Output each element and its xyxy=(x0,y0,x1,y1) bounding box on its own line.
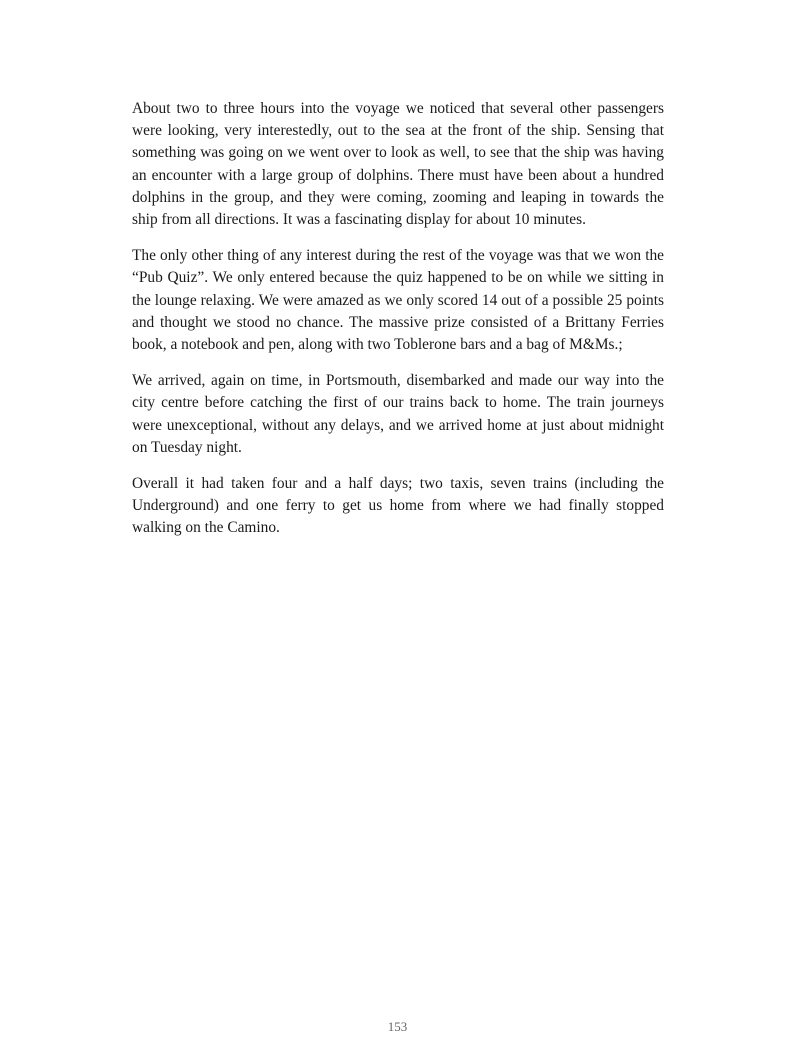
paragraph-summary: Overall it had taken four and a half days; two taxis, seven trains (including the Underground) and one ferry to get us home from where we had finally stopped walking on the Camino. xyxy=(132,475,664,537)
paragraph-arrival: We arrived, again on time, in Portsmouth, disembarked and made our way into the city centre before catching the first of our trains back to home. The train journeys were unexceptional, without any delays, and we arrived home at just about midnight on Tuesday night. xyxy=(132,372,664,456)
paragraph-pub-quiz: The only other thing of any interest during the rest of the voyage was that we won the “Pub Quiz”. We only entered because the quiz happened to be on while we sitting in the lounge relaxing. We were amazed as we only scored 14 out of a possible 25 points and thought we stood no chance. The massive prize consisted of a Brittany Ferries book, a notebook and pen, along with two Toblerone bars and a bag of M&Ms.; xyxy=(132,247,664,354)
body-text xyxy=(132,98,664,554)
page-number: 153 xyxy=(387,1019,408,1034)
paragraph-dolphins: About two to three hours into the voyage we noticed that several other passengers were looking, very interestedly, out to the sea at the front of the ship. Sensing that something was going on we went over to look as well, to see that the ship was having an encounter with a large group of dolphins. There must have been about a hundred dolphins in the group, and they were coming, zooming and leaping in towards the ship from all directions. It was a fascinating display for about 10 minutes. xyxy=(132,100,664,229)
